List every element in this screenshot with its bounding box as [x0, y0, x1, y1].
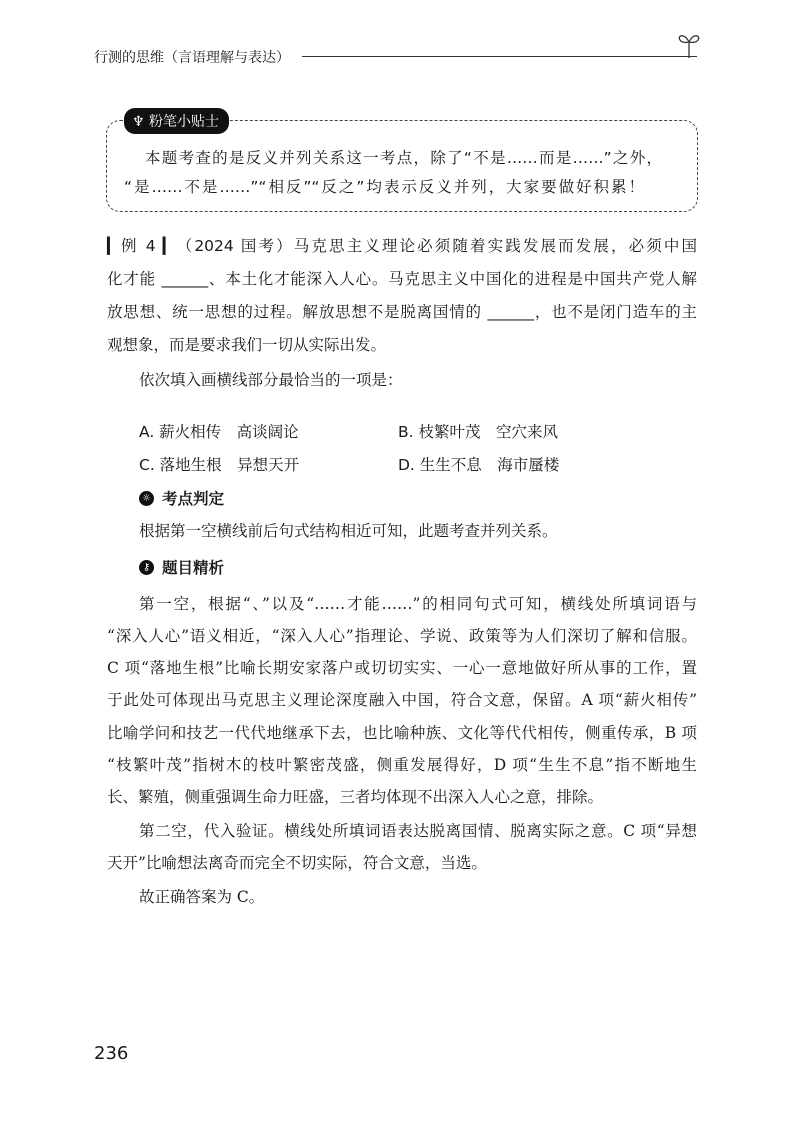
analysis-line: 于此处可体现出马克思主义理论深度融入中国，符合文意，保留。A 项“薪火相传” [107, 691, 697, 709]
option-c: C. 落地生根 异想天开 [139, 456, 300, 474]
running-header: 行测的思维（言语理解与表达） [94, 50, 290, 66]
tip-tag: ♆ 粉笔小贴士 [124, 108, 229, 134]
analysis-line: 长、繁殖，侧重强调生命力旺盛，三者均体现不出深入人心之意，排除。 [107, 788, 604, 806]
option-d: D. 生生不息 海市蜃楼 [398, 456, 560, 474]
answer-line: 故正确答案为 C。 [139, 888, 265, 906]
analysis-line: 第二空，代入验证。横线处所填词语表达脱离国情、脱离实际之意。C 项“异想 [139, 822, 697, 840]
example-line: 放思想、统一思想的过程。解放思想不是脱离国情的 ______，也不是闭门造车的主 [107, 303, 697, 321]
analysis-line: C 项“落地生根”比喻长期安家落户或切切实实、一心一意地做好所从事的工作，置 [107, 659, 697, 677]
sprout-icon: ♆ [132, 114, 150, 130]
option-a: A. 薪火相传 高谈阔论 [139, 423, 299, 441]
analysis-line: 第一空，根据“、”以及“……才能……”的相同句式可知，横线处所填词语与 [139, 595, 697, 613]
tip-line: 本题考查的是反义并列关系这一考点，除了“不是……而是……”之外， [145, 149, 662, 167]
example-line: ▎例 4 ▎（2024 国考）马克思主义理论必须随着实践发展而发展，必须中国 [107, 237, 697, 255]
option-b: B. 枝繁叶茂 空穴来风 [398, 423, 558, 441]
analysis-line: “枝繁叶茂”指树木的枝叶繁密茂盛，侧重发展得好，D 项“生生不息”指不断地生 [107, 756, 697, 774]
judgement-text: 根据第一空横线前后句式结构相近可知，此题考查并列关系。 [139, 522, 558, 540]
analysis-line: “深入人心”语义相近，“深入人心”指理论、学说、政策等为人们深切了解和信服。 [107, 627, 697, 645]
analysis-line: 天开”比喻想法离奇而完全不切实际，符合文意，当选。 [107, 854, 487, 872]
judgement-heading: ☼ 考点判定 [139, 487, 224, 509]
header-rule [302, 56, 697, 57]
sprout-icon [676, 30, 702, 60]
sun-icon: ☼ [139, 491, 154, 506]
question-prompt: 依次填入画横线部分最恰当的一项是： [139, 371, 403, 389]
key-icon: ⚷ [139, 560, 154, 575]
page-number: 236 [94, 1043, 129, 1064]
analysis-heading: ⚷ 题目精析 [139, 556, 224, 578]
tip-line: “是……不是……”“相反”“反之”均表示反义并列，大家要做好积累！ [124, 178, 644, 196]
example-line: 观想象，而是要求我们一切从实际出发。 [107, 336, 387, 354]
example-line: 化才能 ______、本土化才能深入人心。马克思主义中国化的进程是中国共产党人解 [107, 270, 697, 288]
analysis-line: 比喻学问和技艺一代代地继承下去，也比喻种族、文化等代代相传，侧重传承，B 项 [107, 724, 697, 742]
